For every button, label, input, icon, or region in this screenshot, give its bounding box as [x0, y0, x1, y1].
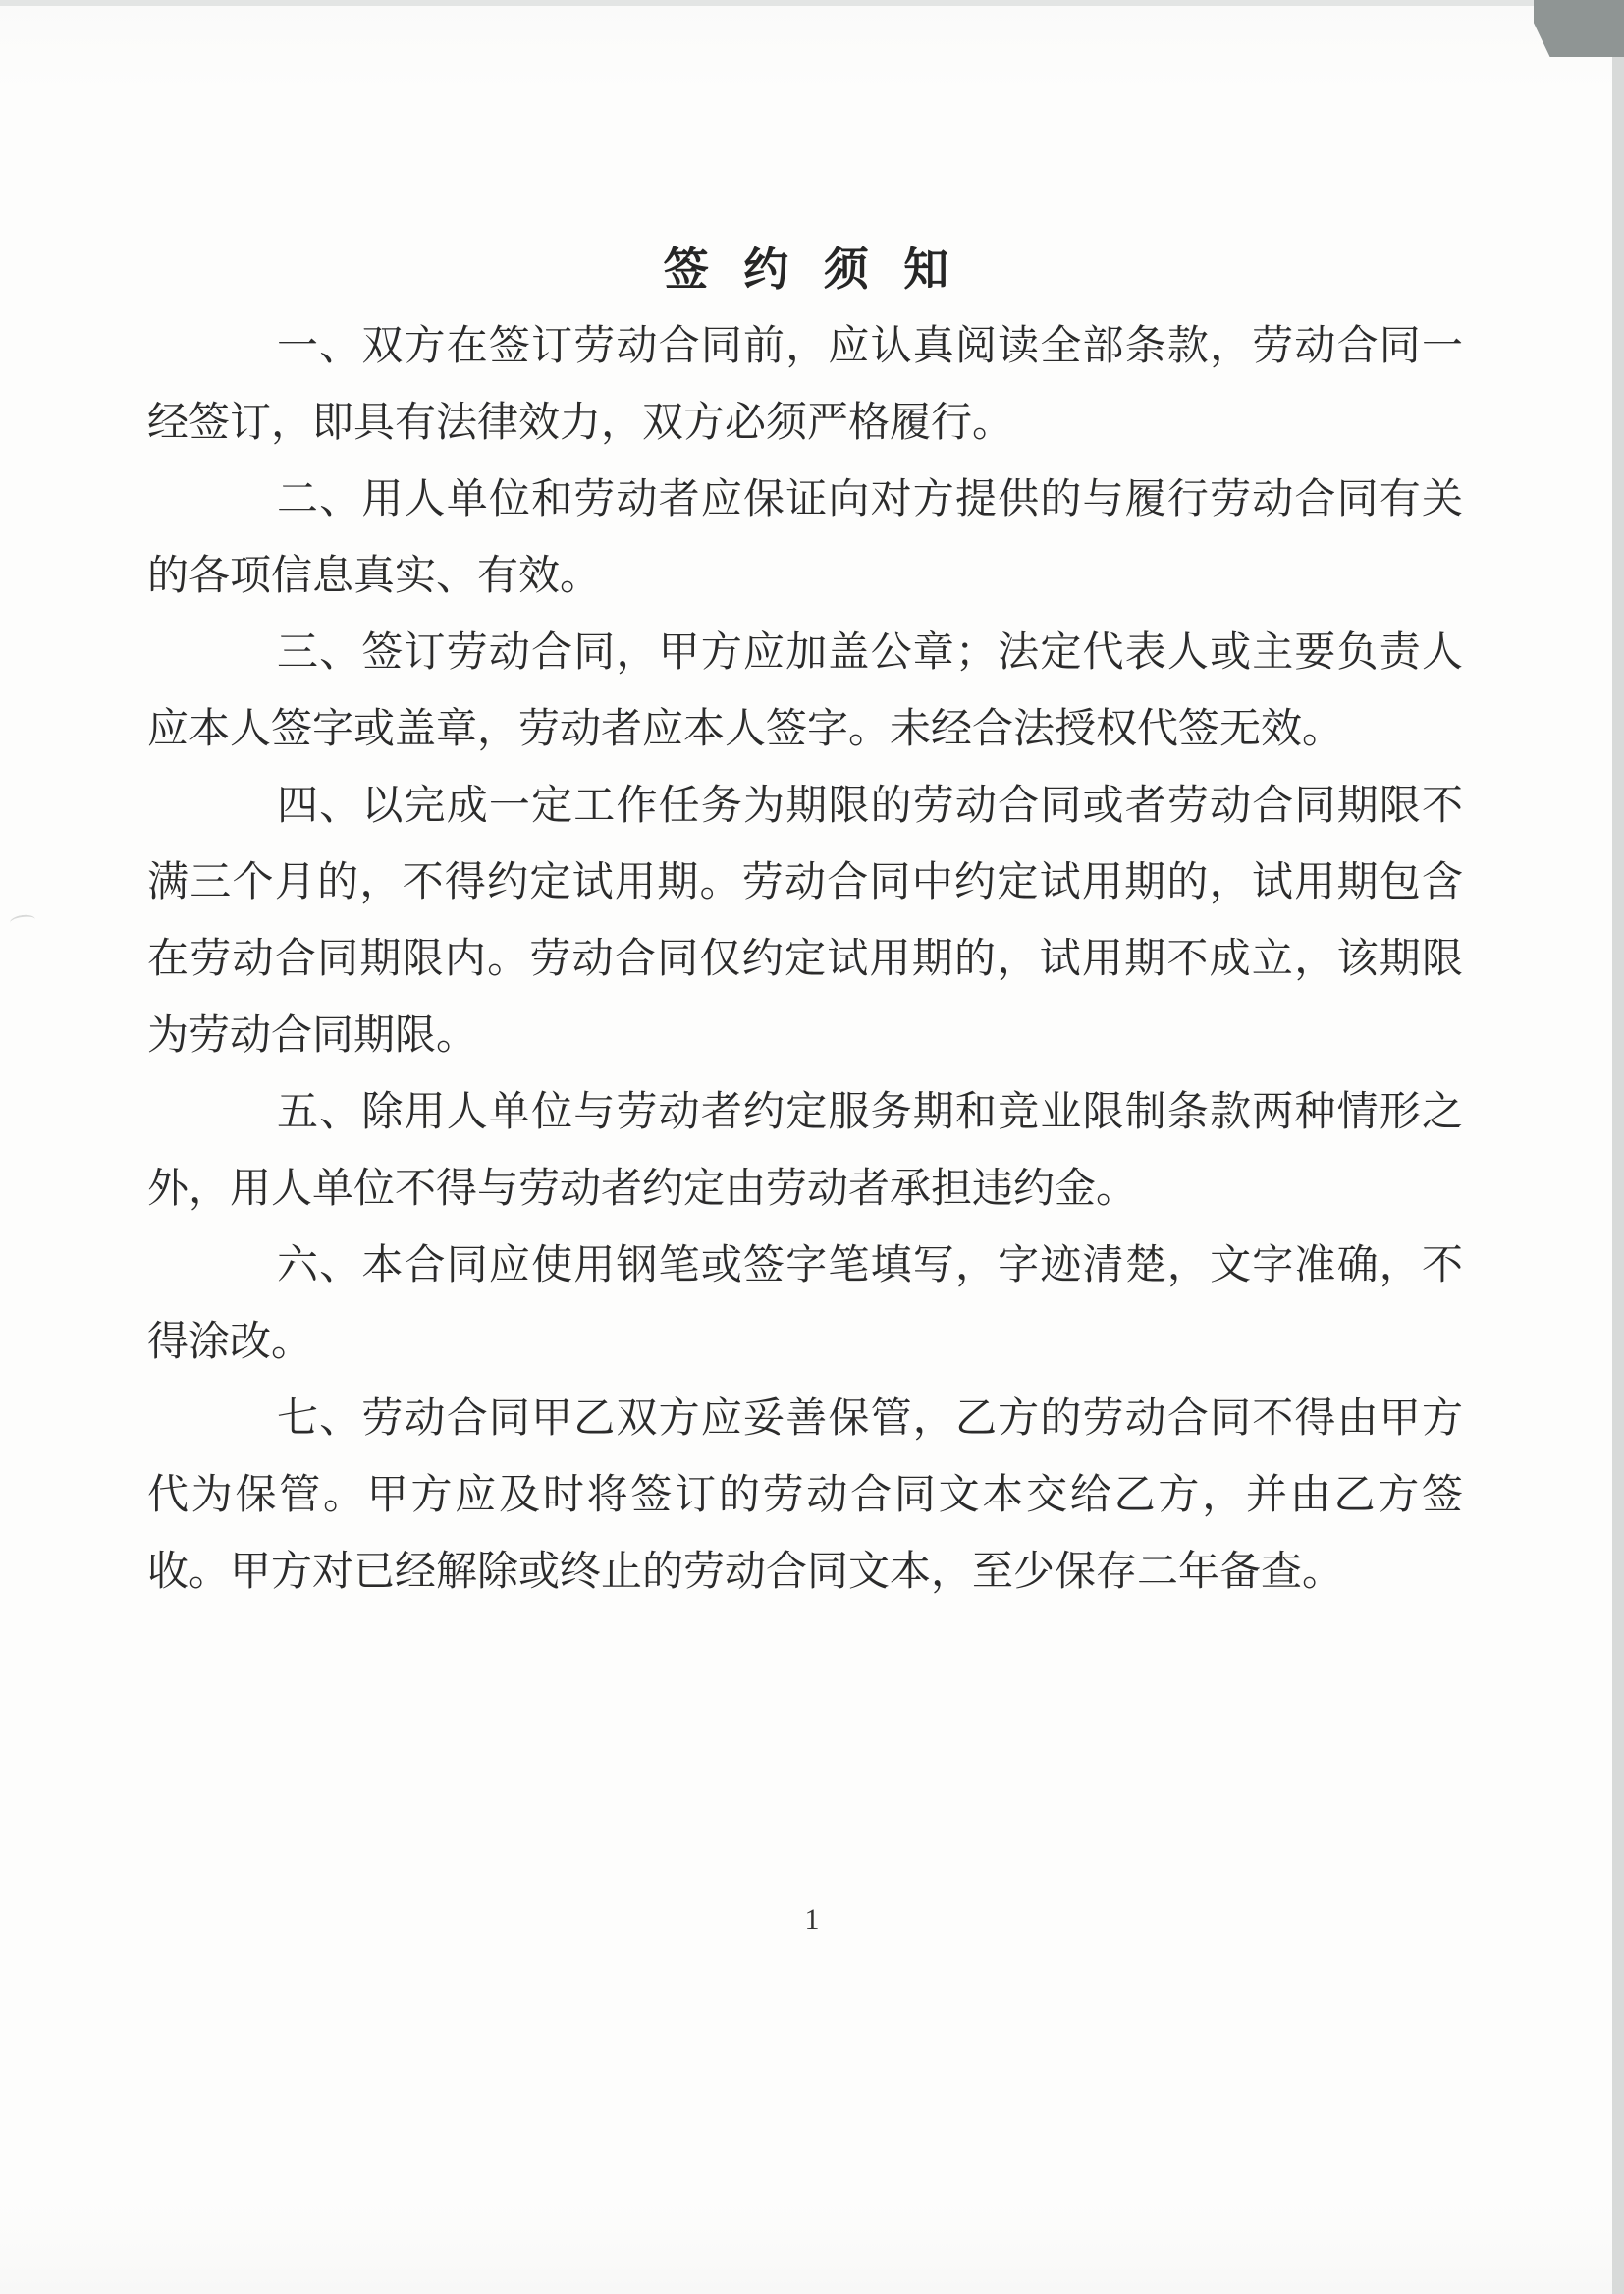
- notice-item-1: 一、双方在签订劳动合同前，应认真阅读全部条款，劳动合同一经签订，即具有法律效力，双方必须严格履行。: [147, 324, 1463, 446]
- scan-smudge-artifact: [9, 913, 35, 929]
- notice-item-5: 五、除用人单位与劳动者约定服务期和竞业限制条款两种情形之外，用人单位不得与劳动者约定由劳动者承担违约金。: [147, 1090, 1463, 1212]
- scan-corner-artifact: [1534, 0, 1624, 57]
- notice-item-6: 六、本合同应使用钢笔或签字笔填写，字迹清楚，文字准确，不得涂改。: [147, 1243, 1463, 1365]
- notice-item-3: 三、签订劳动合同，甲方应加盖公章；法定代表人或主要负责人应本人签字或盖章，劳动者应本人签字。未经合法授权代签无效。: [147, 630, 1463, 752]
- notice-item-4: 四、以完成一定工作任务为期限的劳动合同或者劳动合同期限不满三个月的，不得约定试用期。劳动合同中约定试用期的，试用期包含在劳动合同期限内。劳动合同仅约定试用期的，试用期不成立，该期限为劳动合同期限。: [147, 784, 1463, 1059]
- notice-item-7: 七、劳动合同甲乙双方应妥善保管，乙方的劳动合同不得由甲方代为保管。甲方应及时将签订的劳动合同文本交给乙方，并由乙方签收。甲方对已经解除或终止的劳动合同文本，至少保存二年备查。: [147, 1396, 1463, 1595]
- scan-edge-artifact-top: [0, 0, 1624, 6]
- scan-edge-artifact-right: [1612, 0, 1624, 2294]
- document-title: 签 约 须 知: [663, 245, 961, 295]
- notice-item-2: 二、用人单位和劳动者应保证向对方提供的与履行劳动合同有关的各项信息真实、有效。: [147, 477, 1463, 599]
- page-number: 1: [804, 1903, 820, 1936]
- document-body: [147, 308, 1463, 1611]
